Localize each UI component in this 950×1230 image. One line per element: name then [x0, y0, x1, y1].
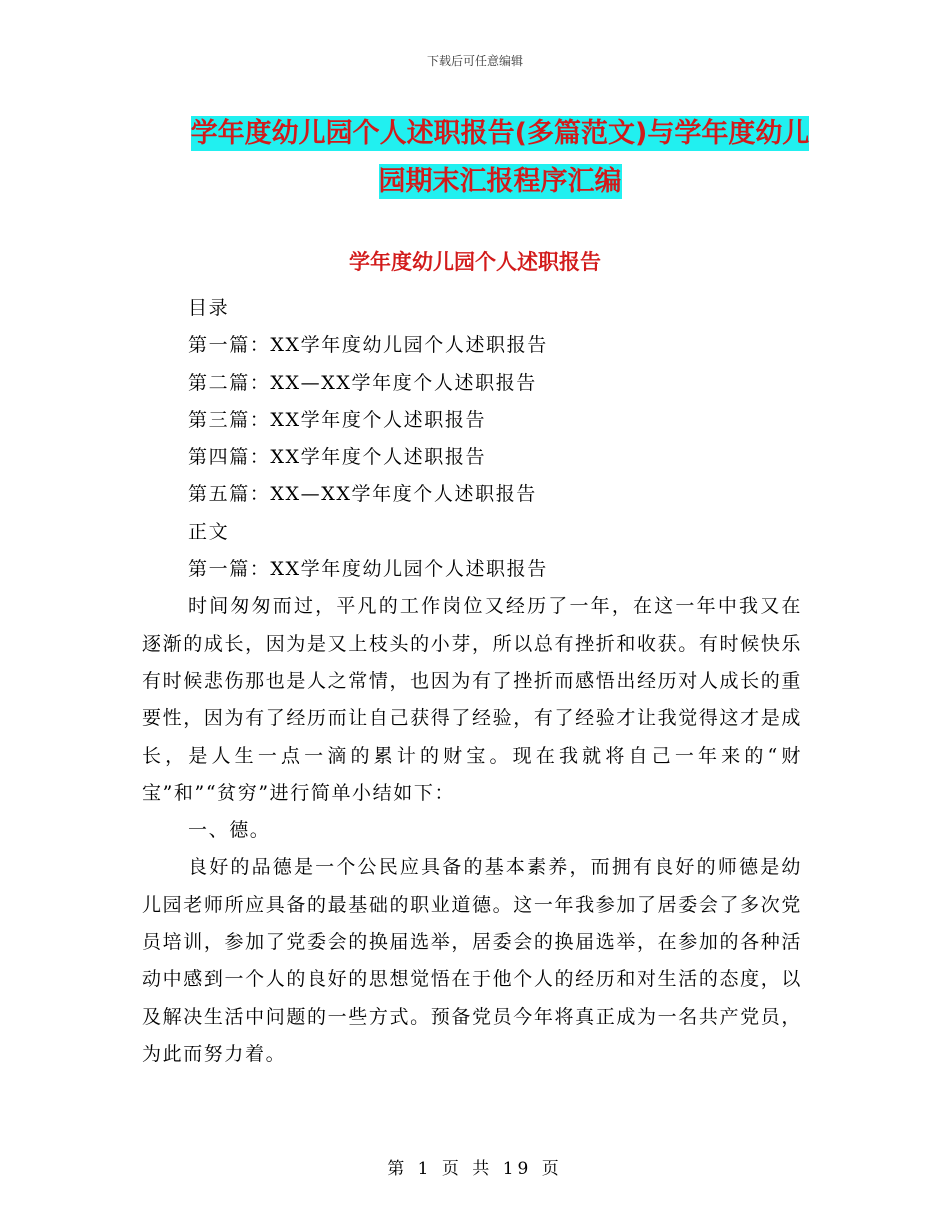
page-footer: 第 1 页 共 19 页: [387, 1159, 563, 1179]
document-body: [142, 290, 802, 1073]
toc-item: 第一篇：XX学年度幼儿园个人述职报告: [188, 334, 548, 357]
document-title-line2: 园期末汇报程序汇编: [378, 166, 622, 197]
document-title: [120, 110, 880, 206]
header-note: 下载后可任意编辑: [426, 54, 523, 68]
toc-item: 第五篇：XX—XX学年度个人述职报告: [188, 483, 537, 506]
toc-item: 第二篇：XX—XX学年度个人述职报告: [188, 371, 537, 394]
paragraph: 时间匆匆而过，平凡的工作岗位又经历了一年，在这一年中我又在逐渐的成长，因为是又上枝头的小芽，所以总有挫折和收获。有时候快乐有时候悲伤那也是人之常情，也因为有了挫折而感悟出经历对人成长的重要性，因为有了经历而让自己获得了经验，有了经验才让我觉得这才是成长，是人生一点一滴的累计的财宝。现在我就将自己一年来的“财宝”和”“贫穷”进行简单小结如下：: [142, 595, 802, 804]
paragraph: 良好的品德是一个公民应具备的基本素养，而拥有良好的师德是幼儿园老师所应具备的最基础的职业道德。这一年我参加了居委会了多次党员培训，参加了党委会的换届选举，居委会的换届选举，在参加的各种活动中感到一个人的良好的思想觉悟在于他个人的经历和对生活的态度，以及解决生活中问题的一些方式。预备党员今年将真正成为一名共产党员，为此而努力着。: [142, 856, 802, 1065]
document-title-line1: 学年度幼儿园个人述职报告(多篇范文)与学年度幼儿: [190, 118, 810, 149]
toc-heading: 目录: [188, 297, 230, 319]
main-label: 正文: [188, 520, 230, 543]
sub-heading: 一、德。: [188, 819, 271, 842]
section-title: 学年度幼儿园个人述职报告: [349, 250, 601, 274]
toc-item: 第四篇：XX学年度个人述职报告: [188, 446, 487, 469]
part-heading: 第一篇：XX学年度幼儿园个人述职报告: [188, 558, 548, 581]
toc-item: 第三篇：XX学年度个人述职报告: [188, 408, 487, 431]
